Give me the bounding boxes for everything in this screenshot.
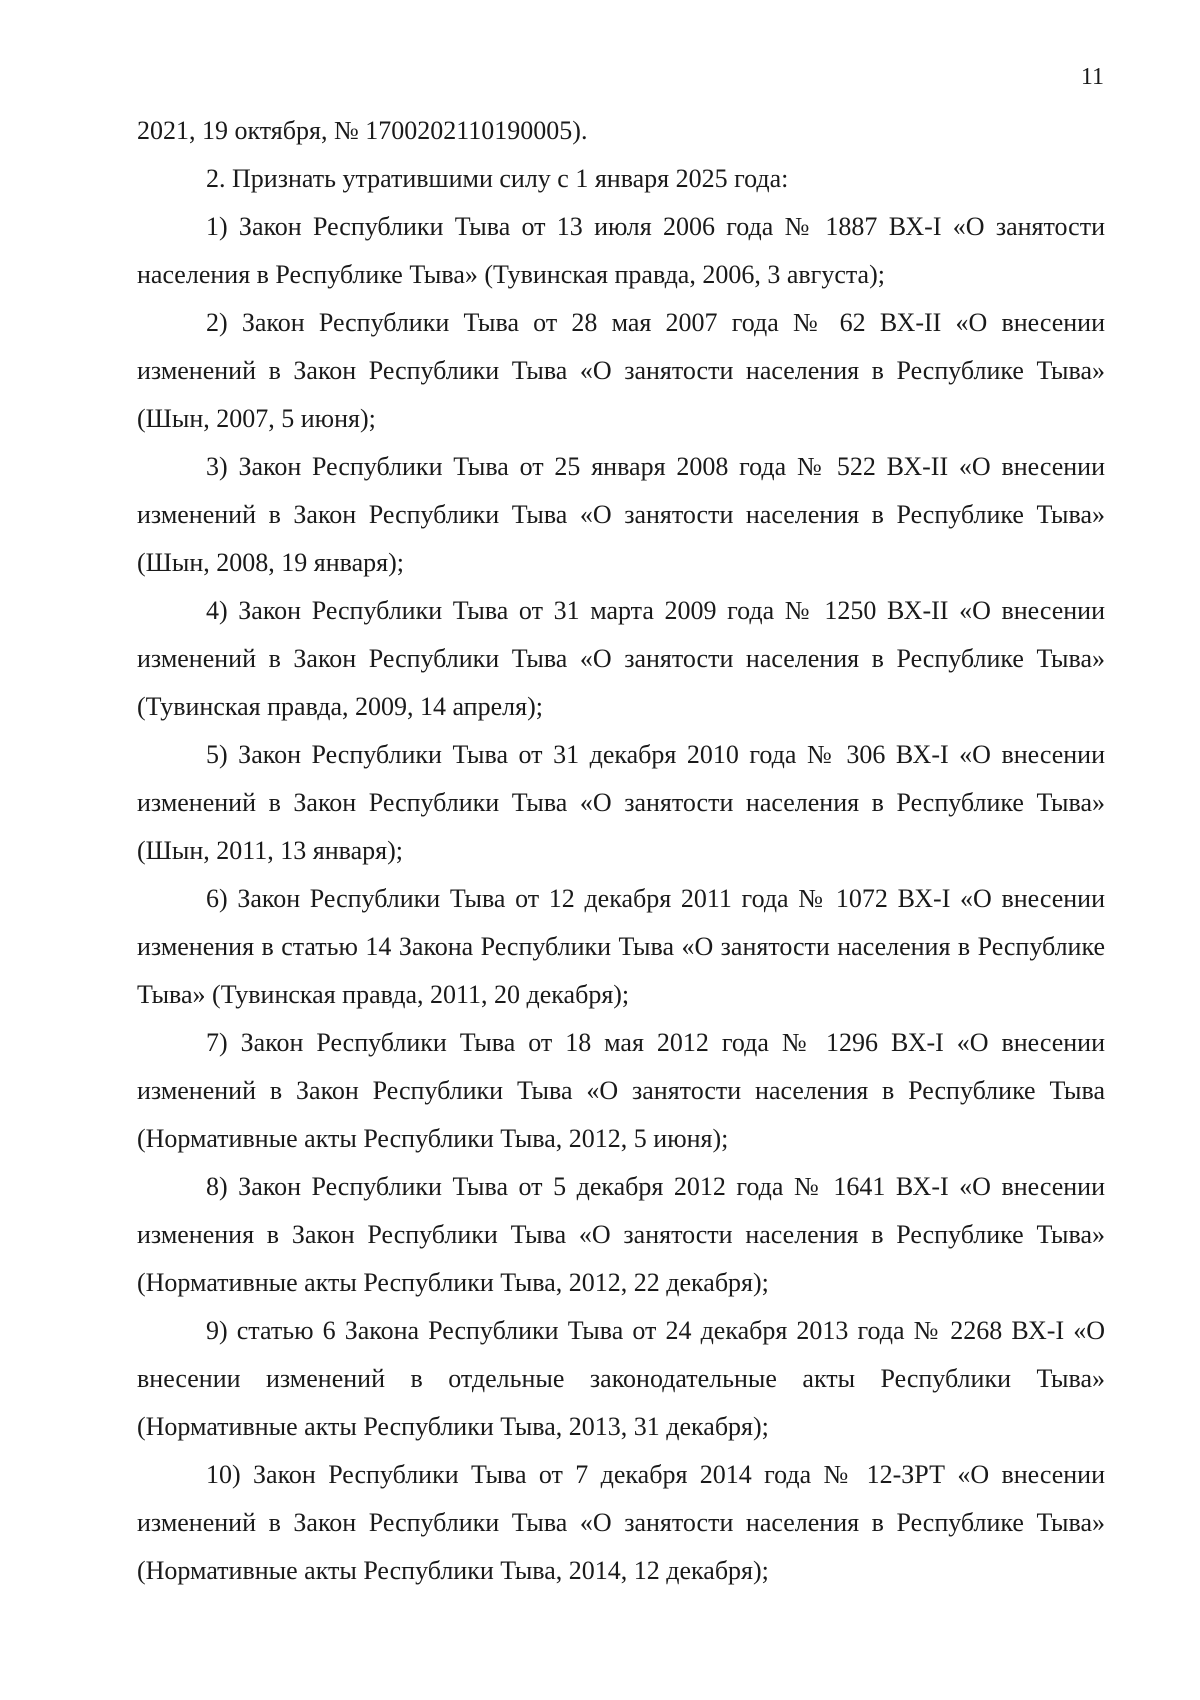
paragraph-continuation: 2021, 19 октября, № 1700202110190005). [137,116,588,145]
list-item-3: 3) Закон Республики Тыва от 25 января 2008 года № 522 ВХ-II «О внесении изменений в Закон Республики Тыва «О занятости населения в Республике Тыва» (Шын, 2008, 19 января); [137,452,1105,577]
list-item-6: 6) Закон Республики Тыва от 12 декабря 2011 года № 1072 ВХ-I «О внесении изменения в статью 14 Закона Республики Тыва «О занятости населения в Республике Тыва» (Тувинская правда, 2011, 20 декабря); [137,884,1105,1009]
page-number: 11 [1080,64,1104,90]
list-item-4: 4) Закон Республики Тыва от 31 марта 2009 года № 1250 ВХ-II «О внесении изменений в Закон Республики Тыва «О занятости населения в Республике Тыва» (Тувинская правда, 2009, 14 апреля); [137,596,1105,721]
paragraph-item-2: 2. Признать утратившими силу с 1 января 2025 года: [206,164,789,193]
list-item-10: 10) Закон Республики Тыва от 7 декабря 2014 года № 12-ЗРТ «О внесении изменений в Закон Республики Тыва «О занятости населения в Республике Тыва» (Нормативные акты Республики Тыва, 2014, 12 декабря); [137,1460,1105,1585]
list-item-8: 8) Закон Республики Тыва от 5 декабря 2012 года № 1641 ВХ-I «О внесении изменения в Закон Республики Тыва «О занятости населения в Республике Тыва» (Нормативные акты Республики Тыва, 2012, 22 декабря); [137,1172,1105,1297]
document-body [137,107,1105,1595]
list-item-7: 7) Закон Республики Тыва от 18 мая 2012 года № 1296 ВХ-I «О внесении изменений в Закон Республики Тыва «О занятости населения в Республике Тыва (Нормативные акты Республики Тыва, 2012, 5 июня); [137,1028,1105,1153]
list-item-9: 9) статью 6 Закона Республики Тыва от 24 декабря 2013 года № 2268 ВХ-I «О внесении изменений в отдельные законодательные акты Республики Тыва» (Нормативные акты Республики Тыва, 2013, 31 декабря); [137,1316,1105,1441]
list-item-2: 2) Закон Республики Тыва от 28 мая 2007 года № 62 ВХ-II «О внесении изменений в Закон Республики Тыва «О занятости населения в Республике Тыва» (Шын, 2007, 5 июня); [137,308,1105,433]
list-item-1: 1) Закон Республики Тыва от 13 июля 2006 года № 1887 ВХ-I «О занятости населения в Республике Тыва» (Тувинская правда, 2006, 3 августа); [137,212,1105,289]
list-item-5: 5) Закон Республики Тыва от 31 декабря 2010 года № 306 ВХ-I «О внесении изменений в Закон Республики Тыва «О занятости населения в Республике Тыва» (Шын, 2011, 13 января); [137,740,1105,865]
